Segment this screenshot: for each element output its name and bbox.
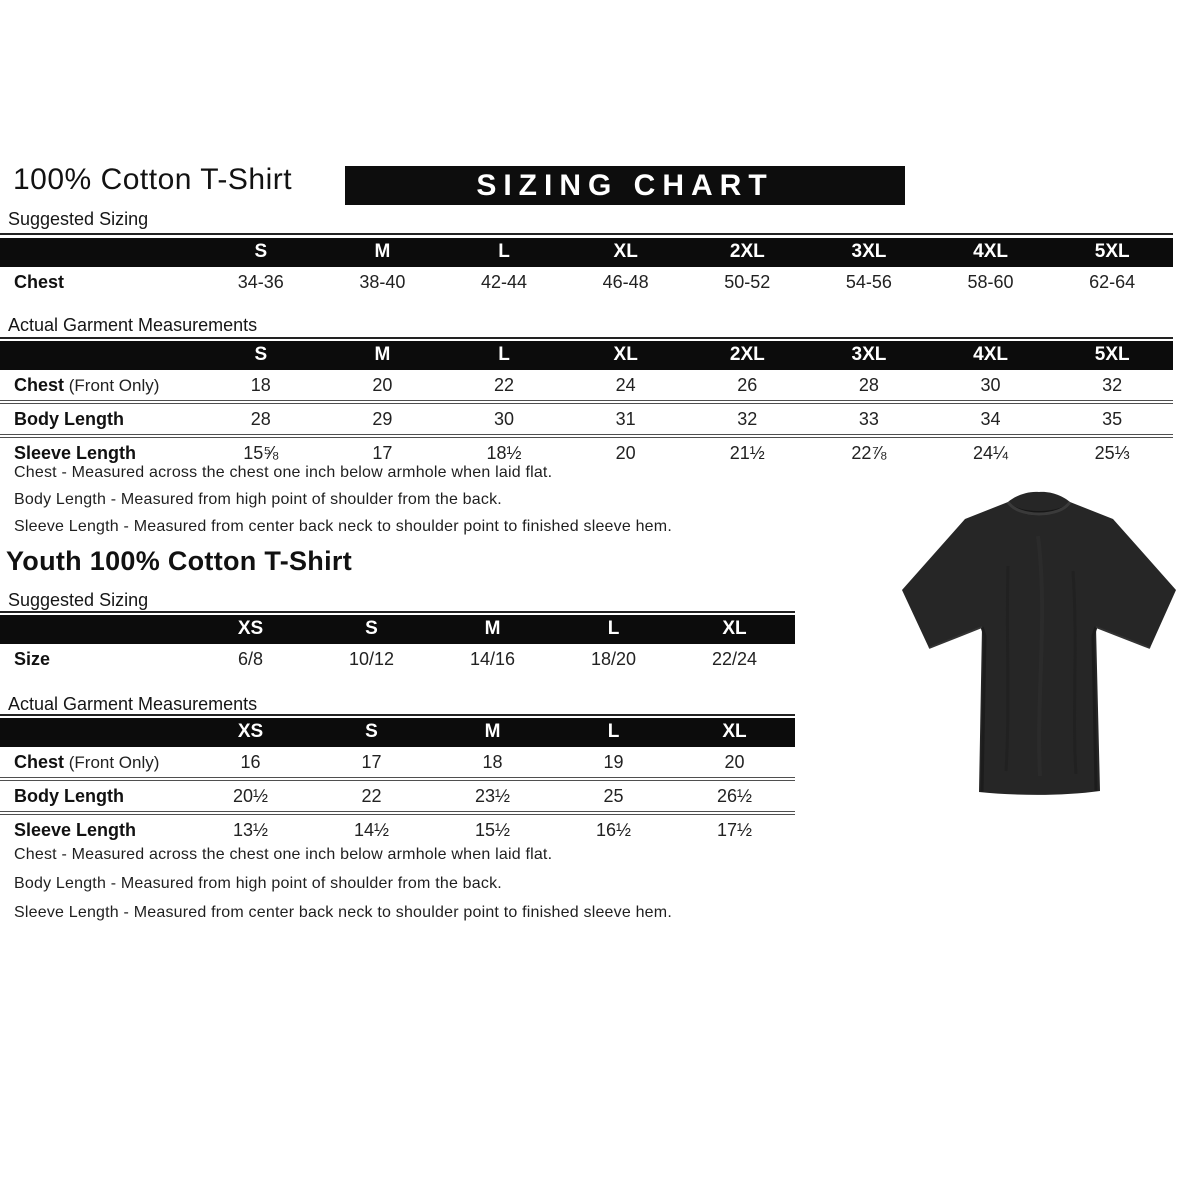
cell-value: 31 bbox=[565, 402, 687, 436]
note-body-length: Body Length - Measured from high point of shoulder from the back. bbox=[14, 875, 502, 892]
cell-value: 18 bbox=[482, 752, 503, 772]
adult-notes bbox=[14, 459, 672, 540]
column-header-3xl: 3XL bbox=[808, 341, 930, 370]
cell-value: 20 bbox=[724, 752, 745, 772]
adult-suggested-sizing-label: Suggested Sizing bbox=[8, 209, 149, 229]
cell-value: 30 bbox=[980, 375, 1001, 395]
table-row bbox=[0, 267, 1173, 297]
cell-value: 22 bbox=[494, 375, 515, 395]
cell-value: 20½ bbox=[190, 779, 311, 813]
youth-measurements-table bbox=[0, 718, 795, 845]
column-header-xl: XL bbox=[674, 615, 795, 644]
column-header-3xl: 3XL bbox=[808, 238, 930, 267]
column-header-5xl: 5XL bbox=[1051, 341, 1173, 370]
divider-line bbox=[0, 233, 1173, 235]
cell-value: 28 bbox=[858, 375, 879, 395]
adult-measurements-table bbox=[0, 341, 1173, 468]
cell-value: 17½ bbox=[674, 813, 795, 845]
column-header-4xl: 4XL bbox=[930, 341, 1052, 370]
divider-line bbox=[0, 611, 795, 613]
column-header-s: S bbox=[311, 615, 432, 644]
cell-value: 25⅓ bbox=[1051, 436, 1173, 468]
column-header-xl: XL bbox=[565, 341, 687, 370]
cell-value: 38-40 bbox=[359, 272, 406, 292]
cell-value: 16½ bbox=[553, 813, 674, 845]
column-header-s: S bbox=[200, 341, 322, 370]
cell-value: 10/12 bbox=[348, 649, 395, 669]
cell-value: 18 bbox=[250, 375, 271, 395]
cell-value: 24 bbox=[615, 375, 636, 395]
note-sleeve-length: Sleeve Length - Measured from center back neck to shoulder point to finished sleeve hem. bbox=[14, 904, 672, 921]
column-header-2xl: 2XL bbox=[687, 341, 809, 370]
column-header-m: M bbox=[322, 341, 444, 370]
tshirt-graphic bbox=[888, 476, 1190, 812]
cell-value: 50-52 bbox=[724, 272, 771, 292]
note-chest: Chest - Measured across the chest one inch below armhole when laid flat. bbox=[14, 464, 553, 481]
header-row bbox=[0, 718, 795, 747]
cell-value: 17 bbox=[361, 752, 382, 772]
row-label: Sleeve Length bbox=[0, 436, 200, 468]
cell-value: 28 bbox=[200, 402, 322, 436]
cell-value: 14½ bbox=[311, 813, 432, 845]
table-row bbox=[0, 747, 795, 779]
cell-value: 29 bbox=[322, 402, 444, 436]
note-chest: Chest - Measured across the chest one inch below armhole when laid flat. bbox=[14, 846, 553, 863]
cell-value: 22⅞ bbox=[808, 436, 930, 468]
cell-value: 33 bbox=[808, 402, 930, 436]
cell-value: 20 bbox=[565, 436, 687, 468]
column-header-2xl: 2XL bbox=[687, 238, 809, 267]
divider-line bbox=[0, 714, 795, 716]
corner-cell bbox=[0, 718, 190, 747]
corner-cell bbox=[0, 341, 200, 370]
page-title: 100% Cotton T-Shirt bbox=[13, 163, 293, 196]
row-label: Chest bbox=[14, 272, 65, 292]
adult-measurements-label: Actual Garment Measurements bbox=[8, 315, 258, 335]
row-label: Chest (Front Only) bbox=[14, 752, 160, 772]
column-header-l: L bbox=[553, 718, 674, 747]
cell-value: 32 bbox=[687, 402, 809, 436]
corner-cell bbox=[0, 238, 200, 267]
column-header-m: M bbox=[432, 718, 553, 747]
note-body-length: Body Length - Measured from high point of shoulder from the back. bbox=[14, 491, 502, 508]
column-header-4xl: 4XL bbox=[930, 238, 1052, 267]
cell-value: 26½ bbox=[674, 779, 795, 813]
column-header-m: M bbox=[432, 615, 553, 644]
cell-value: 14/16 bbox=[469, 649, 516, 669]
column-header-5xl: 5XL bbox=[1051, 238, 1173, 267]
cell-value: 15½ bbox=[432, 813, 553, 845]
cell-value: 46-48 bbox=[602, 272, 649, 292]
cell-value: 22/24 bbox=[711, 649, 758, 669]
cell-value: 34 bbox=[930, 402, 1052, 436]
column-header-l: L bbox=[553, 615, 674, 644]
cell-value: 30 bbox=[443, 402, 565, 436]
tshirt-image bbox=[888, 476, 1190, 812]
column-header-s: S bbox=[200, 238, 322, 267]
cell-value: 24¼ bbox=[930, 436, 1052, 468]
note-sleeve-length: Sleeve Length - Measured from center back neck to shoulder point to finished sleeve hem. bbox=[14, 518, 672, 535]
sizing-chart-banner: SIZING CHART bbox=[345, 166, 905, 205]
cell-value: 58-60 bbox=[967, 272, 1014, 292]
cell-value: 54-56 bbox=[845, 272, 892, 292]
cell-value: 42-44 bbox=[481, 272, 528, 292]
youth-suggested-sizing-table bbox=[0, 615, 795, 674]
cell-value: 21½ bbox=[687, 436, 809, 468]
row-label: Chest (Front Only) bbox=[14, 375, 160, 395]
column-header-xs: XS bbox=[190, 718, 311, 747]
column-header-xl: XL bbox=[674, 718, 795, 747]
row-label: Size bbox=[14, 649, 51, 669]
cell-value: 34-36 bbox=[237, 272, 284, 292]
youth-title: Youth 100% Cotton T-Shirt bbox=[6, 546, 352, 576]
row-label: Body Length bbox=[0, 402, 200, 436]
cell-value: 23½ bbox=[432, 779, 553, 813]
column-header-m: M bbox=[322, 238, 444, 267]
cell-value: 20 bbox=[372, 375, 393, 395]
youth-measurements-label: Actual Garment Measurements bbox=[8, 694, 258, 714]
youth-notes bbox=[14, 840, 672, 927]
column-header-l: L bbox=[443, 341, 565, 370]
divider-line bbox=[0, 337, 1173, 339]
row-label: Body Length bbox=[0, 779, 190, 813]
youth-suggested-sizing-label: Suggested Sizing bbox=[8, 590, 149, 610]
column-header-s: S bbox=[311, 718, 432, 747]
cell-value: 16 bbox=[240, 752, 261, 772]
table-row bbox=[0, 402, 1173, 436]
column-header-xl: XL bbox=[565, 238, 687, 267]
adult-suggested-sizing-table bbox=[0, 238, 1173, 297]
table-row bbox=[0, 644, 795, 674]
column-header-xs: XS bbox=[190, 615, 311, 644]
cell-value: 18½ bbox=[443, 436, 565, 468]
header-row bbox=[0, 341, 1173, 370]
cell-value: 6/8 bbox=[237, 649, 264, 669]
cell-value: 13½ bbox=[190, 813, 311, 845]
cell-value: 19 bbox=[603, 752, 624, 772]
cell-value: 62-64 bbox=[1089, 272, 1136, 292]
table-row bbox=[0, 779, 795, 813]
cell-value: 35 bbox=[1051, 402, 1173, 436]
corner-cell bbox=[0, 615, 190, 644]
header-row bbox=[0, 238, 1173, 267]
table-row bbox=[0, 370, 1173, 402]
header-row bbox=[0, 615, 795, 644]
cell-value: 26 bbox=[737, 375, 758, 395]
cell-value: 22 bbox=[311, 779, 432, 813]
row-label: Sleeve Length bbox=[0, 813, 190, 845]
cell-value: 17 bbox=[322, 436, 444, 468]
cell-value: 32 bbox=[1102, 375, 1123, 395]
cell-value: 18/20 bbox=[590, 649, 637, 669]
cell-value: 15⅝ bbox=[200, 436, 322, 468]
column-header-l: L bbox=[443, 238, 565, 267]
cell-value: 25 bbox=[553, 779, 674, 813]
